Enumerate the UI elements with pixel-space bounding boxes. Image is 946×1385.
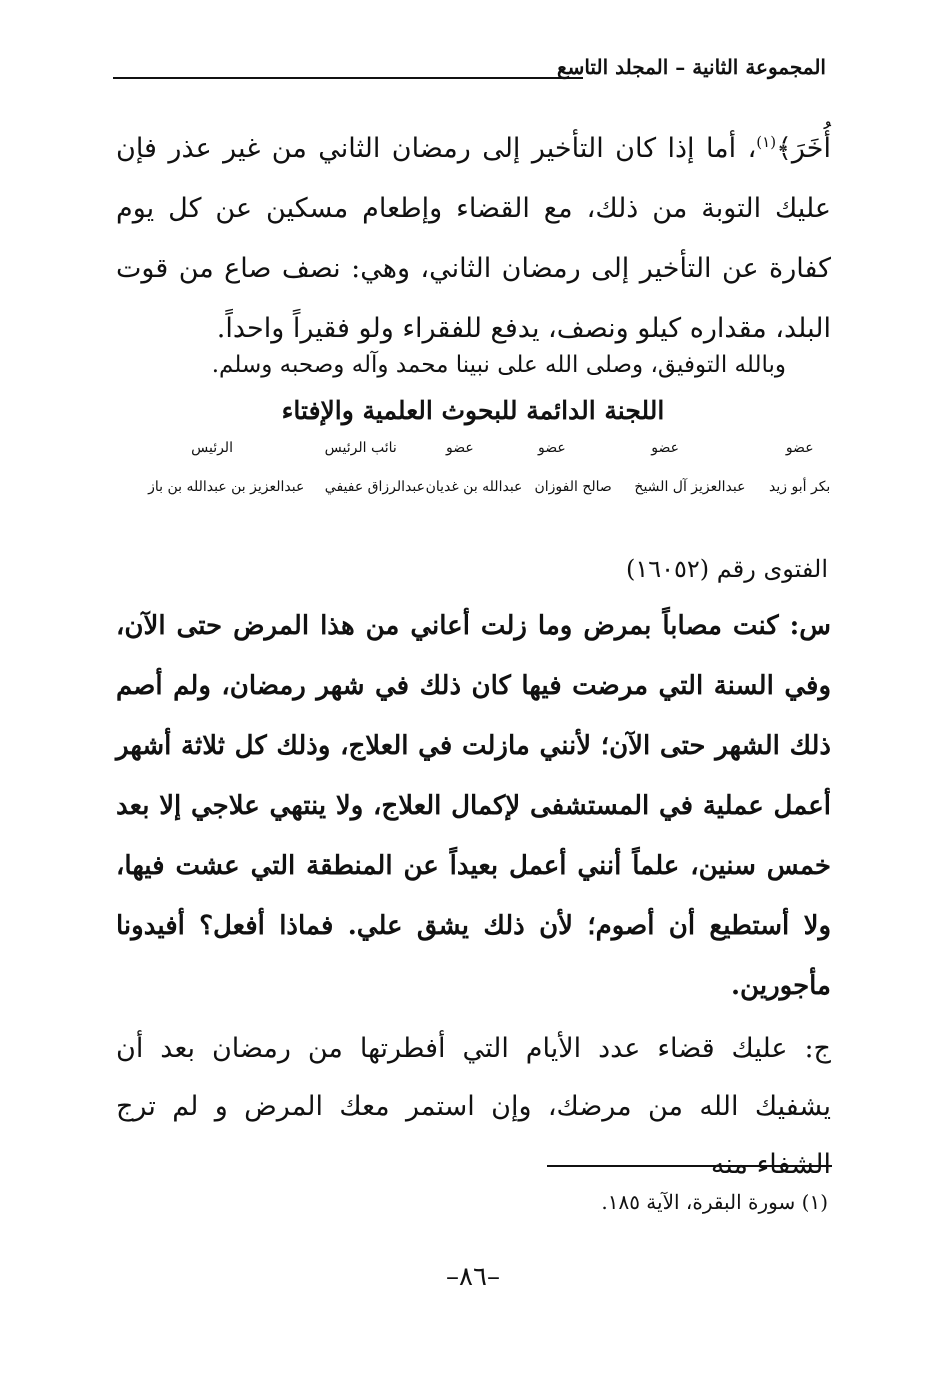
question-text: س: كنت مصاباً بمرض وما زلت أعاني من هذا المرض حتى الآن، وفي السنة التي مرضت فيها كان ذلك في شهر رمضان، ولم أصم ذلك الشهر حتى الآن؛ لأنني مازلت في العلاج، وذلك كل ثلاثة أشهر أعمل عملية في المستشفى لإكمال العلاج، ولا ينتهي علاجي إلا بعد خمس سنين، علماً أنني أعمل بعيداً عن المنطقة التي عشت فيها، ولا أستطيع أن أصوم؛ لأن ذلك يشق علي. فماذا أفعل؟ أفيدونا مأجورين.	[116, 611, 831, 1001]
member-role: عضو	[538, 440, 566, 456]
footnote-rule	[547, 1165, 832, 1167]
footnote-marker: (١)	[756, 133, 777, 151]
running-header: المجموعة الثانية – المجلد التاسع	[556, 55, 826, 79]
answer-text: ج: عليك قضاء عدد الأيام التي أفطرتها من رمضان بعد أن يشفيك الله من مرضك، وإن استمر معك المرض و لم ترج الشفاء منه	[116, 1033, 831, 1180]
member-name: صالح الفوزان	[534, 479, 612, 495]
quran-quote-end: أُخَرَ﴾	[776, 133, 831, 164]
paragraph-top	[116, 112, 831, 359]
footnote: (١) سورة البقرة، الآية ١٨٥.	[601, 1190, 828, 1214]
committee-title: اللجنة الدائمة للبحوث العلمية والإفتاء	[281, 396, 665, 425]
member-role: عضو	[651, 440, 680, 456]
closing-line: وبالله التوفيق، وصلى الله على نبينا محمد وآله وصحبه وسلم.	[211, 352, 786, 378]
member-role: الرئيس	[191, 440, 233, 456]
member-role: عضو	[785, 440, 814, 456]
member-role: نائب الرئيس	[324, 440, 397, 456]
member-name: بكر أبو زيد	[769, 479, 831, 495]
paragraph-top-text: ، أما إذا كان التأخير إلى رمضان الثاني من غير عذر فإن عليك التوبة من ذلك، مع القضاء وإطعام مسكين عن كل يوم كفارة عن التأخير إلى رمضان الثاني، وهي: نصف صاع من قوت البلد، مقداره كيلو ونصف، يدفع للفقراء ولو فقيراً واحداً.	[116, 133, 831, 344]
member-role: عضو	[445, 440, 474, 456]
fatwa-number: الفتوى رقم (١٦٠٥٢)	[625, 555, 828, 583]
member-name: عبدالعزيز آل الشيخ	[634, 479, 746, 495]
member-name: عبدالله بن غديان	[425, 479, 523, 495]
header-rule	[113, 77, 583, 79]
page-number: –٨٦–	[446, 1262, 500, 1292]
member-name: عبدالرزاق عفيفي	[324, 479, 425, 495]
member-name: عبدالعزيز بن عبدالله بن باز	[148, 479, 305, 495]
